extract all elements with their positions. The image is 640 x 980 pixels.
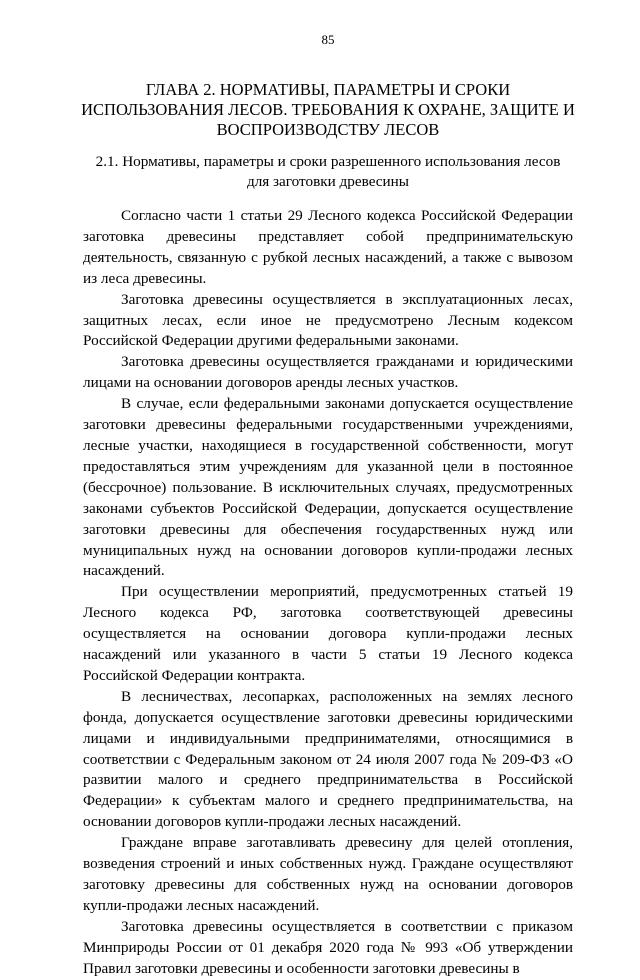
paragraph: В лесничествах, лесопарках, расположенных на землях лесного фонда, допускается осуществление заготовки древесины юридическими лицами и индивидуальными предпринимателями, относящимися в соответствии с Федеральным законом от 24 июля 2007 года № 209-ФЗ «О развитии малого и среднего предпринимательства в Российской Федерации» к субъектам малого и среднего предпринимательства, на основании договоров купли-продажи лесных насаждений. [83,687,573,831]
body-text [83,206,573,980]
paragraph: Заготовка древесины осуществляется в эксплуатационных лесах, защитных лесах, если иное не предусмотрено Лесным кодексом Российской Федерации другими федеральными законами. [83,290,573,350]
paragraph: Заготовка древесины осуществляется в соответствии с приказом Минприроды России от 01 декабря 2020 года № 993 «Об утверждении Правил заготовки древесины и особенности заготовки древесины в [83,917,573,977]
section-title: 2.1. Нормативы, параметры и сроки разрешенного использования лесов для заготовки древесины [95,153,561,190]
paragraph: При осуществлении мероприятий, предусмотренных статьей 19 Лесного кодекса РФ, заготовка соответствующей древесины осуществляется на основании договора купли-продажи лесных насаждений или указанного в части 5 статьи 19 Лесного кодекса Российской Федерации контракта. [83,583,573,684]
paragraph: Согласно части 1 статьи 29 Лесного кодекса Российской Федерации заготовка древесины представляет собой предпринимательскую деятельность, связанную с рубкой лесных насаждений, а также с вывозом из леса древесины. [83,207,573,287]
chapter-title: ГЛАВА 2. НОРМАТИВЫ, ПАРАМЕТРЫ И СРОКИ ИСПОЛЬЗОВАНИЯ ЛЕСОВ. ТРЕБОВАНИЯ К ОХРАНЕ, ЗАЩИТЕ И ВОСПРОИЗВОДСТВУ ЛЕСОВ [81,80,575,139]
paragraph: В случае, если федеральными законами допускается осуществление заготовки древесины федеральными государственными учреждениями, лесные участки, находящиеся в государственной собственности, могут предоставляться этим учреждениям для указанной цели в постоянное (бессрочное) пользование. В исключительных случаях, предусмотренных законами субъектов Российской Федерации, допускается осуществление заготовки древесины для обеспечения государственных нужд или муниципальных нужд на основании договоров купли-продажи лесных насаждений. [83,395,573,580]
page-number: 85 [321,32,335,47]
paragraph: Заготовка древесины осуществляется гражданами и юридическими лицами на основании договоров аренды лесных участков. [83,353,573,392]
paragraph: Граждане вправе заготавливать древесину для целей отопления, возведения строений и иных собственных нужд. Граждане осуществляют заготовку древесины для собственных нужд на основании договоров купли-продажи лесных насаждений. [83,834,573,914]
